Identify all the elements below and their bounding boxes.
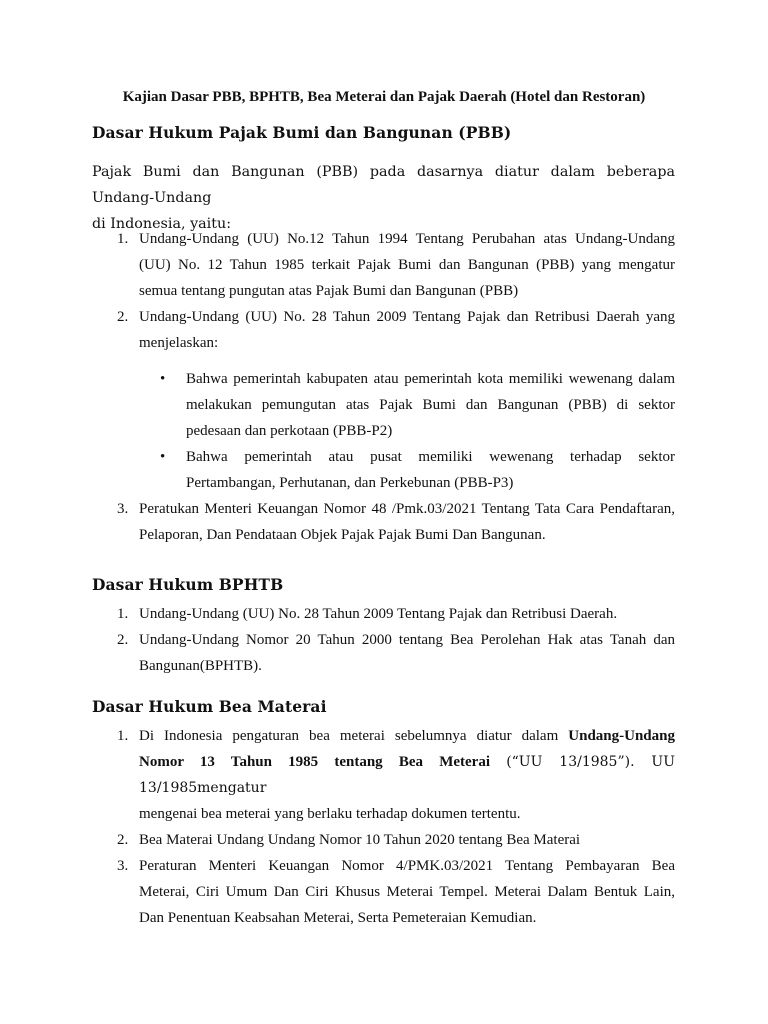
list-item-text: Peratukan Menteri Keuangan Nomor 48 /Pmk.03/2021 Tentang Tata Cara Pendaftaran, [139,501,675,517]
list-item [92,853,675,931]
list-item-text: menjelaskan: [139,335,219,351]
list-item-text: Peraturan Menteri Keuangan Nomor 4/PMK.03/2021 Tentang Pembayaran Bea [139,858,675,874]
bullet-icon: • [160,449,166,465]
bold-law-name: Undang-Undang [568,728,675,744]
list-item [92,827,675,853]
bullet-item [92,366,675,444]
list-item-text: Dan Penentuan Keabsahan Meterai, Serta Pemeteraian Kemudian. [139,910,537,926]
list-number: 1. [117,728,129,744]
bullet-text: Bahwa pemerintah atau pusat memiliki wewenang terhadap sektor [186,449,675,465]
bullet-text: pedesaan dan perkotaan (PBB-P2) [186,423,393,439]
list-number: 2. [117,309,129,325]
bold-law-name: Nomor 13 Tahun 1985 tentang Bea Meterai [139,754,490,770]
list-item-text: Bangunan(BPHTB). [139,658,262,674]
list-item-text: Undang-Undang (UU) No. 28 Tahun 2009 Tentang Pajak dan Retribusi Daerah. [139,606,618,622]
list-item-text: semua tentang pungutan atas Pajak Bumi dan Bangunan (PBB) [139,283,519,299]
list-number: 2. [117,632,129,648]
list-item-text [139,749,675,801]
list-item-text: Pelaporan, Dan Pendataan Objek Pajak Pajak Bumi Dan Bangunan. [139,527,546,543]
heading-pbb: Dasar Hukum Pajak Bumi dan Bangunan (PBB) [92,123,512,142]
pbb-intro-line-2: di Indonesia, yaitu: [92,216,232,232]
document-title: Kajian Dasar PBB, BPHTB, Bea Meterai dan Pajak Daerah (Hotel dan Restoran) [122,89,646,105]
pbb-law-list [92,226,675,548]
list-item-text [139,723,675,749]
list-item-text: (UU) No. 12 Tahun 1985 terkait Pajak Bumi dan Bangunan (PBB) yang mengatur [139,257,675,273]
heading-bea-materai: Dasar Hukum Bea Materai [92,697,327,716]
bea-materai-law-list [92,723,675,931]
list-item-text: Undang-Undang Nomor 20 Tahun 2000 tentang Bea Perolehan Hak atas Tanah dan [139,632,675,648]
list-item [92,226,675,304]
bullet-text: melakukan pemungutan atas Pajak Bumi dan Bangunan (PBB) di sektor [186,397,675,413]
list-item [92,723,675,827]
pbb-intro-line-1: Pajak Bumi dan Bangunan (PBB) pada dasarnya diatur dalam beberapa Undang-Undang [92,164,675,206]
list-number: 1. [117,231,129,247]
list-item-text: Meterai, Ciri Umum Dan Ciri Khusus Meterai Tempel. Meterai Dalam Bentuk Lain, [139,884,675,900]
bphtb-law-list [92,601,675,679]
list-item-text: Bea Materai Undang Undang Nomor 10 Tahun 2020 tentang Bea Materai [139,832,581,848]
text-run: (“UU 13/1985”). UU 13/1985mengatur [139,754,675,796]
list-item [92,601,675,627]
bullet-icon: • [160,371,166,387]
list-item [92,627,675,679]
list-number: 2. [117,832,129,848]
bullet-text: Pertambangan, Perhutanan, dan Perkebunan (PBB-P3) [186,475,514,491]
text-run: Di Indonesia pengaturan bea meterai sebelumnya diatur dalam [139,728,559,744]
bullet-item [92,444,675,496]
list-item-text: Undang-Undang (UU) No.12 Tahun 1994 Tentang Perubahan atas Undang-Undang [139,231,675,247]
list-item-text: mengenai bea meterai yang berlaku terhadap dokumen tertentu. [139,806,521,822]
list-number: 3. [117,858,129,874]
heading-bphtb: Dasar Hukum BPHTB [92,575,284,594]
list-item [92,304,675,496]
list-number: 3. [117,501,129,517]
list-item [92,496,675,548]
list-number: 1. [117,606,129,622]
pbb-sub-bullet-list [92,366,675,496]
list-item-text: Undang-Undang (UU) No. 28 Tahun 2009 Tentang Pajak dan Retribusi Daerah yang [139,309,675,325]
bullet-text: Bahwa pemerintah kabupaten atau pemerintah kota memiliki wewenang dalam [186,371,675,387]
